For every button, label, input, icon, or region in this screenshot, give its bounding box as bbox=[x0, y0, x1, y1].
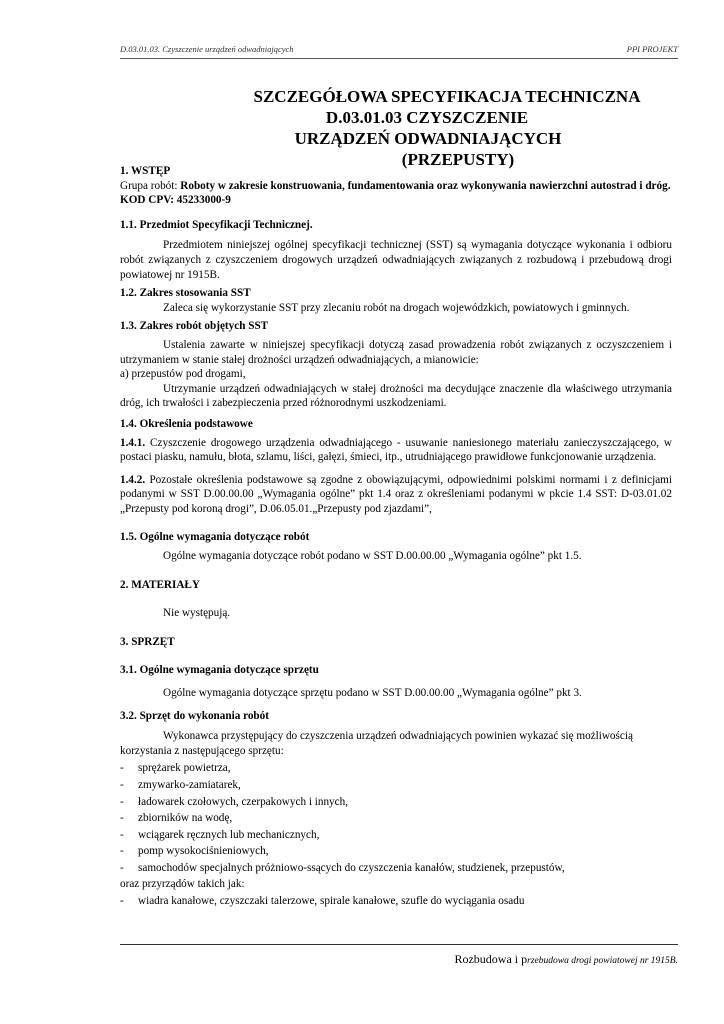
list-item bbox=[120, 794, 672, 811]
equipment-list-continuation: oraz przyrządów takich jak: bbox=[120, 877, 245, 890]
section-1-1-text: Przedmiotem niniejszej ogólnej specyfikacji technicznej (SST) są wymagania dotyczące wykonania i odbioru robót związanych z czyszczeniem drogowych urządzeń odwadniających związanych z rozbudową i przebudową drogi powiatowej nr 1915B. bbox=[120, 239, 672, 281]
list-item bbox=[120, 860, 672, 877]
section-1-2-heading: 1.2. Zakres stosowania SST bbox=[120, 287, 251, 300]
title-line-4: (PRZEPUSTY) bbox=[401, 150, 515, 169]
dash-marker: - bbox=[120, 861, 124, 874]
header-company: PPI PROJEKT bbox=[626, 44, 678, 54]
list-item-text: wciągarek ręcznych lub mechanicznych, bbox=[138, 828, 320, 841]
footer-text-roman: Rozbudowa i p bbox=[454, 952, 528, 966]
dash-marker: - bbox=[120, 779, 124, 791]
list-item bbox=[120, 893, 672, 910]
list-item bbox=[120, 810, 672, 827]
title-line-2: D.03.01.03 CZYSZCZENIE bbox=[325, 108, 529, 127]
list-item bbox=[120, 760, 672, 777]
header-divider bbox=[120, 58, 678, 59]
page-footer bbox=[454, 952, 678, 967]
dash-marker: - bbox=[120, 795, 124, 808]
section-3-1-heading: 3.1. Ogólne wymagania dotyczące sprzętu bbox=[120, 664, 319, 677]
section-1-3-item-a: a) przepustów pod drogami, bbox=[120, 368, 246, 381]
dash-marker: - bbox=[120, 845, 124, 858]
header-document-code: D.03.01.03. Czyszczenie urządzeń odwadniających bbox=[120, 44, 294, 54]
section-1-4-1-body: Czyszczenie drogowego urządzenia odwadniającego - usuwanie naniesionego materiału zanieczyszczającego, w postaci piasku, namułu, błota, szlamu, liści, gałęzi, śmieci, itp., utrudniającego prawidłowe funkcjonowanie urządzenia. bbox=[120, 436, 672, 464]
dash-marker: - bbox=[120, 762, 124, 775]
page-header bbox=[120, 44, 678, 58]
cpv-code: KOD CPV: 45233000-9 bbox=[120, 194, 231, 207]
group-label: Grupa robót: bbox=[120, 179, 181, 192]
section-3-2-heading: 3.2. Sprzęt do wykonania robót bbox=[120, 709, 269, 722]
document-title bbox=[120, 86, 678, 170]
tools-list bbox=[120, 893, 672, 910]
title-line-1: SZCZEGÓŁOWA SPECYFIKACJA TECHNICZNA bbox=[253, 87, 641, 106]
section-1-4-1-text bbox=[120, 436, 672, 465]
section-1-5-text: Ogólne wymagania dotyczące robót podano w SST D.00.00.00 „Wymagania ogólne” pkt 1.5. bbox=[163, 550, 582, 563]
list-item-text: wiadra kanałowe, czyszczaki talerzowe, spirale kanałowe, szufle do wyciągania osadu bbox=[138, 895, 525, 908]
section-2-text: Nie występują. bbox=[163, 607, 231, 620]
footer-divider bbox=[120, 944, 678, 945]
section-1-4-2-body: Pozostałe określenia podstawowe są zgodne z obowiązującymi, odpowiednimi polskimi normami i z definicjami podanymi w SST D.00.00.00 „Wymagania ogólne” pkt 1.4 oraz z określeniami podanymi w pkcie 1.4 SST: D-03.01.02 „Przepusty pod koroną drogi”, D.06.05.01.„Przepusty pod zjazdami”, bbox=[120, 473, 672, 515]
section-1-2-text: Zaleca się wykorzystanie SST przy zlecaniu robót na drogach wojewódzkich, powiatowych i gminnych. bbox=[163, 301, 630, 314]
section-1-4-1-number: 1.4.1. bbox=[120, 436, 146, 449]
section-1-4-2-text bbox=[120, 473, 672, 517]
section-1-4-heading: 1.4. Określenia podstawowe bbox=[120, 417, 253, 430]
list-item-text: samochodów specjalnych próżniowo-ssących do czyszczenia kanałów, studzienek, przepustów, bbox=[138, 861, 565, 874]
list-item bbox=[120, 827, 672, 844]
section-1-3-heading: 1.3. Zakres robót objętych SST bbox=[120, 320, 269, 333]
list-item-text: pomp wysokociśnieniowych, bbox=[138, 845, 269, 858]
section-2-heading: 2. MATERIAŁY bbox=[120, 578, 200, 591]
section-1-5-heading: 1.5. Ogólne wymagania dotyczące robót bbox=[120, 531, 310, 544]
list-item-text: sprężarek powietrza, bbox=[138, 762, 231, 775]
list-item-text: zbiorników na wodę, bbox=[138, 812, 233, 825]
document-body bbox=[120, 164, 672, 910]
group-value: Roboty w zakresie konstruowania, fundamentowania oraz wykonywania nawierzchni autostrad i dróg. bbox=[180, 179, 671, 192]
section-1-3-text-2: Utrzymanie urządzeń odwadniających w stałej drożności ma decydujące znaczenie dla właściwego utrzymania dróg, ich trwałości i zabezpieczenia przed różnorodnymi uszkodzeniami. bbox=[120, 382, 672, 410]
equipment-list bbox=[120, 760, 672, 876]
footer-text-italic: rzebudowa drogi powiatowej nr 1915B. bbox=[527, 956, 678, 966]
dash-marker: - bbox=[120, 812, 124, 825]
section-3-1-text: Ogólne wymagania dotyczące sprzętu podano w SST D.00.00.00 „Wymagania ogólne” pkt 3. bbox=[163, 687, 582, 700]
list-item bbox=[120, 777, 672, 794]
section-1-heading: 1. WSTĘP bbox=[120, 165, 171, 177]
section-1-1-heading: 1.1. Przedmiot Specyfikacji Technicznej. bbox=[120, 218, 313, 231]
section-1-3-text-1: Ustalenia zawarte w niniejszej specyfikacji dotyczą zasad prowadzenia robót związanych z oczyszczeniem i utrzymaniem w stanie stałej drożności urządzeń odwadniających, a mianowicie: bbox=[120, 338, 672, 366]
title-line-3: URZĄDZEŃ ODWADNIAJĄCYCH bbox=[294, 129, 562, 148]
group-line bbox=[120, 179, 672, 194]
list-item bbox=[120, 843, 672, 860]
section-1-4-2-number: 1.4.2. bbox=[120, 473, 146, 486]
list-item-text: ładowarek czołowych, czerpakowych i innych, bbox=[138, 795, 348, 808]
list-item-text: zmywarko-zamiatarek, bbox=[138, 779, 241, 791]
section-3-heading: 3. SPRZĘT bbox=[120, 635, 175, 648]
dash-marker: - bbox=[120, 895, 124, 908]
section-3-2-intro: Wykonawca przystępujący do czyszczenia urządzeń odwadniających powinien wykazać się możliwością korzystania z następującego sprzętu: bbox=[120, 730, 633, 757]
dash-marker: - bbox=[120, 828, 124, 841]
